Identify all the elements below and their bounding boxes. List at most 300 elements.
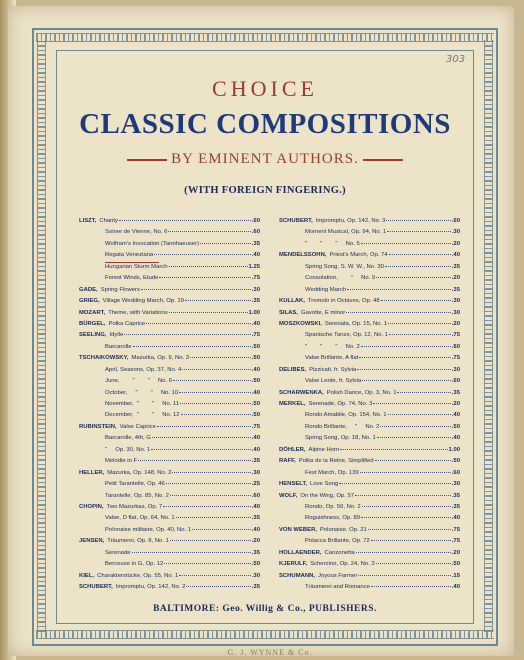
price: .40 xyxy=(251,366,260,373)
piece-title: Valse, D flat, Op. 64, No. 1 xyxy=(105,515,175,522)
price: .35 xyxy=(451,503,460,510)
composer-name: RUBINSTEIN, xyxy=(79,423,117,430)
dot-leader xyxy=(186,586,250,587)
price: .40 xyxy=(451,584,460,590)
catalog-entry xyxy=(279,527,460,538)
price: .35 xyxy=(251,515,260,522)
catalog-entry xyxy=(279,504,460,515)
piece-title: Valse Lente, fr. Sylvia xyxy=(305,378,362,385)
catalog-entry xyxy=(279,401,460,412)
dot-leader xyxy=(389,254,451,255)
composer-name: GADE, xyxy=(79,286,98,293)
piece-title: " " " No. 2 xyxy=(305,343,360,350)
piece-title: June, " " No. 6 xyxy=(105,378,173,385)
piece-title: Spring Song, Op. 18, No. 1 xyxy=(305,435,376,442)
price: .40 xyxy=(251,320,260,327)
catalog-entry xyxy=(279,447,460,458)
catalog-entry xyxy=(79,332,260,343)
price: .30 xyxy=(451,481,460,488)
dot-leader xyxy=(163,506,251,507)
dot-leader xyxy=(164,563,251,564)
piece-title: Rondo Brillante, " No. 2 xyxy=(305,423,380,430)
dot-leader xyxy=(381,300,451,301)
catalog-entry xyxy=(279,332,460,343)
catalog-right-column xyxy=(279,218,460,595)
dot-leader xyxy=(368,529,451,530)
catalog-entry xyxy=(79,275,260,286)
catalog-entry xyxy=(79,378,260,389)
price: .40 xyxy=(251,503,260,510)
dot-leader xyxy=(361,346,451,347)
ornament-left-icon xyxy=(127,159,167,161)
price: .50 xyxy=(451,423,460,430)
dot-leader xyxy=(179,392,251,393)
dot-leader xyxy=(192,529,251,530)
catalog-entry xyxy=(79,252,260,263)
piece-title: Petit Tarantelle, Op. 46 xyxy=(105,481,165,488)
price: .30 xyxy=(451,366,460,373)
catalog-entry xyxy=(79,470,260,481)
catalog-entry xyxy=(79,561,260,572)
catalog-entry xyxy=(279,344,460,355)
catalog-entry xyxy=(279,390,460,401)
price: .75 xyxy=(451,526,460,533)
composer-name: WOLF, xyxy=(279,492,298,499)
dot-leader xyxy=(170,540,251,541)
price: .35 xyxy=(451,286,460,293)
piece-title: Serenata, Op. 15, No. 1 xyxy=(324,320,388,327)
dot-leader xyxy=(151,449,250,450)
composer-name: SCHUMANN, xyxy=(279,572,315,579)
price: .35 xyxy=(451,389,460,396)
dot-leader xyxy=(389,334,451,335)
piece-title: Wolfram's Invocation (Tannhaeuser) xyxy=(105,240,199,247)
price: .30 xyxy=(251,572,260,579)
catalog-entry xyxy=(279,573,460,584)
dot-leader xyxy=(377,437,451,438)
catalog-entry xyxy=(79,264,260,275)
composer-name: RAFF, xyxy=(279,458,296,465)
dot-leader xyxy=(172,472,250,473)
piece-title: Serenade xyxy=(105,549,131,556)
dot-leader xyxy=(146,323,251,324)
catalog-entry xyxy=(79,584,260,595)
catalog-entry xyxy=(79,355,260,366)
dot-leader xyxy=(362,380,451,381)
piece-title: Pizzicati, fr. Sylvia xyxy=(309,366,357,373)
price: .75 xyxy=(451,355,460,362)
price: .20 xyxy=(451,240,460,247)
dot-leader xyxy=(356,552,451,553)
piece-title: Barcarolle, 4th, G xyxy=(105,435,151,442)
dot-leader xyxy=(176,517,251,518)
dot-leader xyxy=(141,289,251,290)
dot-leader xyxy=(361,243,451,244)
piece-title: Spring Flowers xyxy=(100,286,140,293)
piece-title: Spanische Tanze, Op. 12, No. 1 xyxy=(305,332,389,339)
piece-title: Barcarolle xyxy=(105,343,132,350)
piece-title: Mazurka, Op. 148, No. 2 xyxy=(107,469,172,476)
dot-leader xyxy=(173,380,251,381)
piece-title: Village Wedding March, Op. 19 xyxy=(102,298,184,305)
dot-leader xyxy=(388,323,451,324)
price: .30 xyxy=(451,229,460,236)
piece-title: Valse Caprice xyxy=(119,423,156,430)
catalog-entry xyxy=(79,515,260,526)
catalog-entry xyxy=(279,264,460,275)
piece-title: " " " No. 5 xyxy=(305,240,360,247)
composer-name: HOLLAENDER, xyxy=(279,549,322,556)
piece-title: Priest's March, Op. 74 xyxy=(329,252,388,259)
price: .50 xyxy=(251,355,260,362)
catalog-entry xyxy=(79,241,260,252)
piece-title: Rondo Amabile, Op. 154, No. 1 xyxy=(305,412,387,419)
piece-title: Gavotte, E minor xyxy=(300,309,346,316)
price: .40 xyxy=(451,515,460,522)
composer-name: HELLER, xyxy=(79,469,105,476)
dot-leader xyxy=(138,460,251,461)
greek-key-border-bottom xyxy=(36,630,494,639)
piece-title: Impromptu, Op. 142, No. 2 xyxy=(115,584,186,590)
price: .15 xyxy=(451,572,460,579)
price: .60 xyxy=(451,218,460,224)
piece-title: Rondo, Op. 50, No. 2 xyxy=(305,503,361,510)
heading-choice: CHOICE xyxy=(212,76,318,101)
dot-leader xyxy=(169,266,248,267)
composer-name: TSCHAIKOWSKY, xyxy=(79,355,129,362)
catalog-entry xyxy=(79,527,260,538)
piece-title: Serenade, Op. 74, No. 3 xyxy=(308,401,373,407)
dot-leader xyxy=(119,220,251,221)
composer-name: CHOPIN, xyxy=(79,503,104,510)
piece-title: Regata Veneziana xyxy=(105,252,154,259)
composer-name: LISZT, xyxy=(79,218,97,224)
dot-leader xyxy=(181,414,251,415)
price: .75 xyxy=(451,538,460,545)
composer-name: MOSZKOWSKI, xyxy=(279,320,322,327)
catalog-entry xyxy=(279,470,460,481)
catalog-entry xyxy=(279,355,460,366)
price: .20 xyxy=(251,538,260,545)
piece-title: Charity xyxy=(99,218,119,224)
price: 1.00 xyxy=(248,309,260,316)
piece-title: Moment Musical, Op. 94, No. 1 xyxy=(305,229,387,236)
piece-title: Polka de la Reine, Simplified xyxy=(298,458,374,465)
piece-title: Polka Caprice xyxy=(108,320,146,327)
piece-title: Love Song xyxy=(310,481,339,488)
catalog-entry xyxy=(79,504,260,515)
piece-title: Theme, with Variations xyxy=(108,309,168,316)
dot-leader xyxy=(397,392,450,393)
dot-leader xyxy=(371,540,451,541)
piece-title: Consolation, " No. 9 xyxy=(305,275,376,282)
composer-name: SCHARWENKA, xyxy=(279,389,324,396)
price: .30 xyxy=(451,309,460,316)
dot-leader xyxy=(170,495,251,496)
catalog-entry xyxy=(279,298,460,309)
dot-leader xyxy=(371,586,451,587)
composer-name: HENSELT, xyxy=(279,481,308,488)
dot-leader xyxy=(373,403,450,404)
piece-title: Alpine Horn xyxy=(308,446,340,453)
price: .40 xyxy=(251,526,260,533)
catalog-entry xyxy=(79,229,260,240)
composer-name: SCHUBERT, xyxy=(79,584,113,590)
piece-title: Joyous Farmer xyxy=(318,572,358,579)
piece-title: December, " " No. 12 xyxy=(105,412,180,419)
catalog-entry xyxy=(279,493,460,504)
price: .35 xyxy=(251,584,260,590)
piece-title: Berceuse in G, Op. 12 xyxy=(105,561,164,568)
price: .40 xyxy=(251,389,260,396)
dot-leader xyxy=(157,426,251,427)
piece-title: Träumerei, Op. 8, No. 1 xyxy=(107,538,169,545)
catalog-entry xyxy=(79,573,260,584)
catalog-entry xyxy=(279,538,460,549)
dot-leader xyxy=(376,563,451,564)
catalog-entry xyxy=(79,493,260,504)
price: .30 xyxy=(251,286,260,293)
catalog-entry xyxy=(79,424,260,435)
piece-title: April, Seasons, Op. 37, No. 4 xyxy=(105,366,182,373)
composer-name: BÜRGEL, xyxy=(79,320,106,327)
catalog-entry xyxy=(79,287,260,298)
composer-name: JENSEN, xyxy=(79,538,105,545)
dot-leader xyxy=(355,495,451,496)
dot-leader xyxy=(375,460,451,461)
dot-leader xyxy=(133,346,251,347)
composer-name: SEELING, xyxy=(79,332,107,339)
piece-title: Wedding March xyxy=(305,286,347,293)
piece-title: Scherzino, Op. 24, No. 3 xyxy=(310,561,375,568)
price: .35 xyxy=(451,492,460,499)
price: .20 xyxy=(451,401,460,407)
catalog-entry xyxy=(279,367,460,378)
piece-title: Charakterstücke, Op. 55, No. 1 xyxy=(97,572,179,579)
dot-leader xyxy=(179,575,251,576)
piece-title: Fest March, Op. 139 xyxy=(305,469,359,476)
catalog-entry xyxy=(279,584,460,595)
dot-leader xyxy=(386,220,450,221)
catalog-entry xyxy=(279,458,460,469)
price: .60 xyxy=(251,229,260,236)
catalog-entry xyxy=(279,550,460,561)
piece-title: Polacca Brillante, Op. 72 xyxy=(305,538,370,545)
subtitle-text: BY EMINENT AUTHORS. xyxy=(171,151,359,167)
piece-title: October, " " No. 10 xyxy=(105,389,179,396)
price: .30 xyxy=(451,298,460,305)
catalog-entry xyxy=(279,435,460,446)
dot-leader xyxy=(339,483,451,484)
composer-name: MOZART, xyxy=(79,309,106,316)
composer-name: DELIBES, xyxy=(279,366,307,373)
dot-leader xyxy=(388,414,451,415)
price: .40 xyxy=(451,252,460,259)
catalog-entry xyxy=(279,378,460,389)
catalog-entry xyxy=(79,447,260,458)
price: .35 xyxy=(251,240,260,247)
catalog-left-column xyxy=(79,218,260,595)
dot-leader xyxy=(347,289,451,290)
dot-leader xyxy=(361,517,451,518)
dot-leader xyxy=(180,403,251,404)
dot-leader xyxy=(362,506,451,507)
price: .60 xyxy=(251,218,260,224)
catalog-entry xyxy=(79,310,260,321)
price: .50 xyxy=(251,561,260,568)
piece-title: Roguishness, Op. 89 xyxy=(305,515,361,522)
dot-leader xyxy=(154,254,251,255)
dot-leader xyxy=(182,369,251,370)
piece-title: Tremolo in Octaves, Op. 48 xyxy=(307,298,380,305)
composer-name: KJERULF, xyxy=(279,561,308,568)
subtitle xyxy=(56,151,474,168)
catalog-entry xyxy=(79,458,260,469)
catalog-entry xyxy=(279,561,460,572)
catalog-entry xyxy=(279,321,460,332)
piece-title: Spring Song, S. W. W., No. 30 xyxy=(305,263,384,270)
price: .50 xyxy=(251,343,260,350)
fingering-note: (WITH FOREIGN FINGERING.) xyxy=(184,185,346,196)
dot-leader xyxy=(376,277,451,278)
dot-leader xyxy=(200,243,251,244)
piece-title: Idylle xyxy=(109,332,124,339)
catalog-entry xyxy=(79,550,260,561)
dot-leader xyxy=(380,426,450,427)
price: .60 xyxy=(251,492,260,499)
dot-leader xyxy=(168,231,250,232)
price: .35 xyxy=(251,298,260,305)
piece-title: Valse Brillante, A flat xyxy=(305,355,359,362)
catalog-entry xyxy=(79,367,260,378)
price: .75 xyxy=(251,423,260,430)
piece-title: " Op. 30, No. 1 xyxy=(105,446,151,453)
dot-leader xyxy=(159,277,250,278)
catalog-entry xyxy=(279,412,460,423)
piece-title: Soiree de Vienne, No. 6 xyxy=(105,229,168,236)
piece-title: Tarantelle, Op. 85, No. 2 xyxy=(105,492,169,499)
dot-leader xyxy=(358,575,451,576)
composer-name: VON WEBER, xyxy=(279,526,317,533)
piece-title: Melodie in F xyxy=(105,458,138,465)
dot-leader xyxy=(166,483,251,484)
ornament-right-icon xyxy=(363,159,403,161)
dot-leader xyxy=(357,369,450,370)
price: .50 xyxy=(251,378,260,385)
piece-title: Mazurka, Op. 9, No. 3 xyxy=(131,355,190,362)
catalog-entry xyxy=(279,515,460,526)
catalog-entry xyxy=(279,252,460,263)
price: .25 xyxy=(251,481,260,488)
piece-title: Polonaise militaire, Op. 40, No. 1 xyxy=(105,526,192,533)
dot-leader xyxy=(346,312,451,313)
price: .50 xyxy=(251,401,260,407)
dot-leader xyxy=(132,552,251,553)
piece-title: Polonaise. Op. 21 xyxy=(319,526,367,533)
price: .35 xyxy=(251,458,260,465)
dot-leader xyxy=(185,300,251,301)
price: .35 xyxy=(451,263,460,270)
catalog-entry xyxy=(279,241,460,252)
price: .60 xyxy=(451,343,460,350)
composer-name: MENDELSSOHN, xyxy=(279,252,327,259)
price: .60 xyxy=(451,378,460,385)
catalog-entry xyxy=(279,218,460,229)
dot-leader xyxy=(360,472,451,473)
price: .20 xyxy=(451,549,460,556)
price: .75 xyxy=(251,332,260,339)
price: .60 xyxy=(451,469,460,476)
composer-name: GRIEG, xyxy=(79,298,100,305)
dot-leader xyxy=(359,357,451,358)
piece-title: Hungarian Sturm March xyxy=(105,263,168,270)
composer-name: SCHUBERT, xyxy=(279,218,313,224)
piece-title: On the Wing, Op. 57 xyxy=(300,492,355,499)
greek-key-border-top xyxy=(36,33,494,42)
price: .50 xyxy=(451,561,460,568)
piece-title: Impromptu, Op. 142, No. 3 xyxy=(315,218,386,224)
price: .40 xyxy=(451,435,460,442)
catalog-entry xyxy=(279,287,460,298)
page-title: CLASSIC COMPOSITIONS xyxy=(79,108,451,140)
price: .40 xyxy=(451,412,460,419)
composer-name: DÖHLER, xyxy=(279,446,306,453)
price: .50 xyxy=(451,458,460,465)
dot-leader xyxy=(387,231,451,232)
piece-title: Two Mazurkas, Op. 7 xyxy=(106,503,163,510)
price: 1.25 xyxy=(248,263,260,270)
price: .75 xyxy=(251,275,260,282)
price: .30 xyxy=(251,469,260,476)
piece-title: Canzonetta xyxy=(324,549,355,556)
price: .40 xyxy=(251,435,260,442)
catalog-entry xyxy=(79,435,260,446)
publisher-line: BALTIMORE: Geo. Willig & Co., PUBLISHERS. xyxy=(153,604,377,614)
catalog-entry xyxy=(79,321,260,332)
price: .40 xyxy=(251,446,260,453)
piece-title: November, " " No. 11 xyxy=(105,401,180,407)
price: .20 xyxy=(451,320,460,327)
catalog-entry xyxy=(79,538,260,549)
piece-title: Träumerei and Romance xyxy=(305,584,370,590)
price: 1.00 xyxy=(448,446,460,453)
dot-leader xyxy=(190,357,251,358)
price: .35 xyxy=(251,549,260,556)
catalog-entry xyxy=(79,298,260,309)
price: .50 xyxy=(251,412,260,419)
catalog-entry xyxy=(79,401,260,412)
piece-title: Forest Winds, Etude xyxy=(105,275,159,282)
catalog-entry xyxy=(279,310,460,321)
composer-name: MERKEL, xyxy=(279,401,306,407)
catalog-entry xyxy=(79,412,260,423)
catalog-entry xyxy=(79,390,260,401)
price: .40 xyxy=(251,252,260,259)
piece-title: Polish Dance, Op. 3, No. 1 xyxy=(326,389,397,396)
price: .75 xyxy=(451,332,460,339)
catalog-entry xyxy=(79,481,260,492)
dot-leader xyxy=(124,334,251,335)
catalog-entry xyxy=(279,424,460,435)
composer-name: KULLAK, xyxy=(279,298,305,305)
price: .20 xyxy=(451,275,460,282)
catalog-entry xyxy=(279,229,460,240)
catalog-entry xyxy=(79,218,260,229)
dot-leader xyxy=(169,312,248,313)
pencil-mark: 303 xyxy=(446,54,466,65)
catalog-entry xyxy=(79,344,260,355)
dot-leader xyxy=(385,266,451,267)
